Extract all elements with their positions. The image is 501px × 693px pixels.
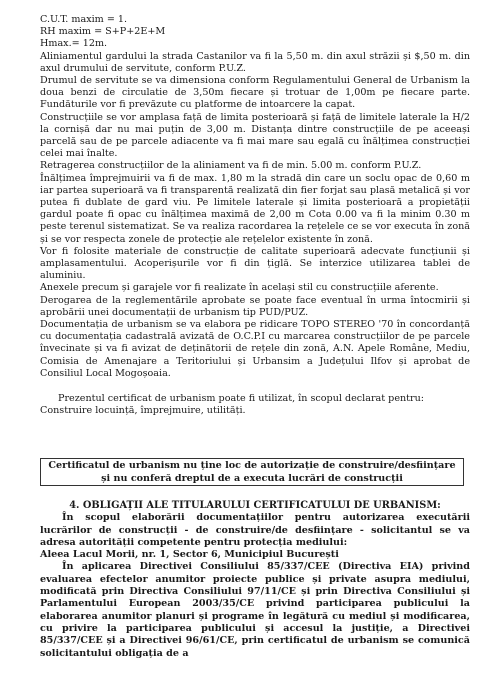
paragraph-materiale: Vor fi folosite materiale de construcție de calitate superioară adecvate funcțiunii și amplasamentului. Acoperișurile vor fi din țiglă. Se interzice utilizarea tablei de aluminiu. (40, 245, 470, 282)
notice-line-2: și nu conferă dreptul de a executa lucrări de construcții (101, 472, 403, 484)
hmax-line: Hmax.= 12m. (40, 38, 108, 50)
usage-purpose: Construire locuință, împrejmuire, utilități. (40, 405, 246, 417)
usage-statement: Prezentul certificat de urbanism poate fi utilizat, în scopul declarat pentru: (58, 393, 425, 405)
paragraph-documentatie: Documentația de urbanism se va elabora pe ridicare TOPO STEREO '70 în concordanță cu documentația cadastrală avizată de O.C.P.I cu marcarea construcțiilor de pe parcele învecinate și va fi avizat de deținătorii de rețele din zonă, A.N. Apele Române, Mediu, Comisia de Amenajare a Teritoriului și Urbansim a Județului Ilfov și aprobat de Consiliul Local Mogoșoaia. (40, 319, 470, 379)
section-4-para-2: În aplicarea Directivei Consiliului 85/337/CEE (Directiva EIA) privind evaluarea efectelor anumitor proiecte publice și private asupra mediului, modificată prin Directiva Consiliului 97/11/CE și prin Directiva Consiliului și Parlamentului European 2003/35/CE privind participarea publicului la elaborarea anumitor planuri și programe în legătură cu mediul și modificarea, cu privire la participarea publicului și accesul la justiție, a Directivei 85/337/CEE și a Directivei 96/61/CE, prin certificatul de urbanism se comunică solicitantului obligația de a (40, 561, 470, 659)
environment-authority-address: Aleea Lacul Morii, nr. 1, Sector 6, Municipiul București (40, 549, 339, 561)
paragraph-retragere: Retragerea construcțiilor de la aliniament va fi de min. 5.00 m. conform P.U.Z. (40, 160, 422, 172)
paragraph-drum-servitute: Drumul de servitute se va dimensiona conform Regulamentului General de Urbanism la doua benzi de circulatie de 3,50m fiecare și trotuar de 1,00m pe fiecare parte. Fundăturile vor fi prevăzute cu platforme de intoarcere la capat. (40, 75, 470, 111)
paragraph-derogare: Derogarea de la reglementările aprobate se poate face eventual în urma întocmirii și aprobării unei documentații de urbanism tip PUD/PUZ. (40, 294, 470, 318)
regulations-block (40, 14, 470, 418)
paragraph-aliniament: Aliniamentul gardului la strada Castanilor va fi la 5,50 m. din axul străzii și $,50 m. din axul drumului de servitute, conform P.U.Z. (40, 50, 470, 74)
paragraph-imprejmuire: Înălțimea împrejmuirii va fi de max. 1,80 m la stradă din care un soclu opac de 0,60 m iar partea superioară va fi transparentă realizată din fier forjat sau plasă metalică și vor putea fi dublate de gard viu. Pe limitele laterale și limita posterioară a propietății gardul poate fi opac cu înălțimea maximă de 2,00 m Cota 0.00 va fi la minim 0.30 m peste terenul sistematizat. Se va realiza racordarea la rețelele ce se vor executa în zonă și se vor respecta zonele de protecție ale rețelelor existente în zonă. (40, 172, 470, 245)
cut-line: C.U.T. maxim = 1. (40, 14, 128, 25)
section-4-para-1: În scopul elaborării documentațiilor pentru autorizarea executării lucrărilor de construcții - de construire/de desființare - solicitantul se va adresa autorității competente pentru protecția mediului: (40, 512, 470, 548)
paragraph-anexe: Anexele precum și garajele vor fi realizate în același stil cu construcțiile aferente. (40, 282, 439, 294)
section-4 (40, 500, 470, 660)
section-4-heading: 4. OBLIGAȚII ALE TITULARULUI CERTIFICATULUI DE URBANISM: (69, 500, 441, 511)
rh-line: RH maxim = S+P+2E+M (40, 26, 166, 38)
notice-line-1: Certificatul de urbanism nu ține loc de autorizație de construire/desființare (48, 460, 456, 471)
notice-box (40, 458, 464, 486)
paragraph-amplasare: Construcțiile se vor amplasa față de limita posterioară și față de limitele laterale la H/2 la cornișă dar nu mai puțin de 3,00 m. Distanța dintre construcțiile de pe aceeași parcelă sau de pe parcele adiacente va fi mai mare sau egală cu înălțimea construcției celei mai înalte. (40, 111, 470, 160)
